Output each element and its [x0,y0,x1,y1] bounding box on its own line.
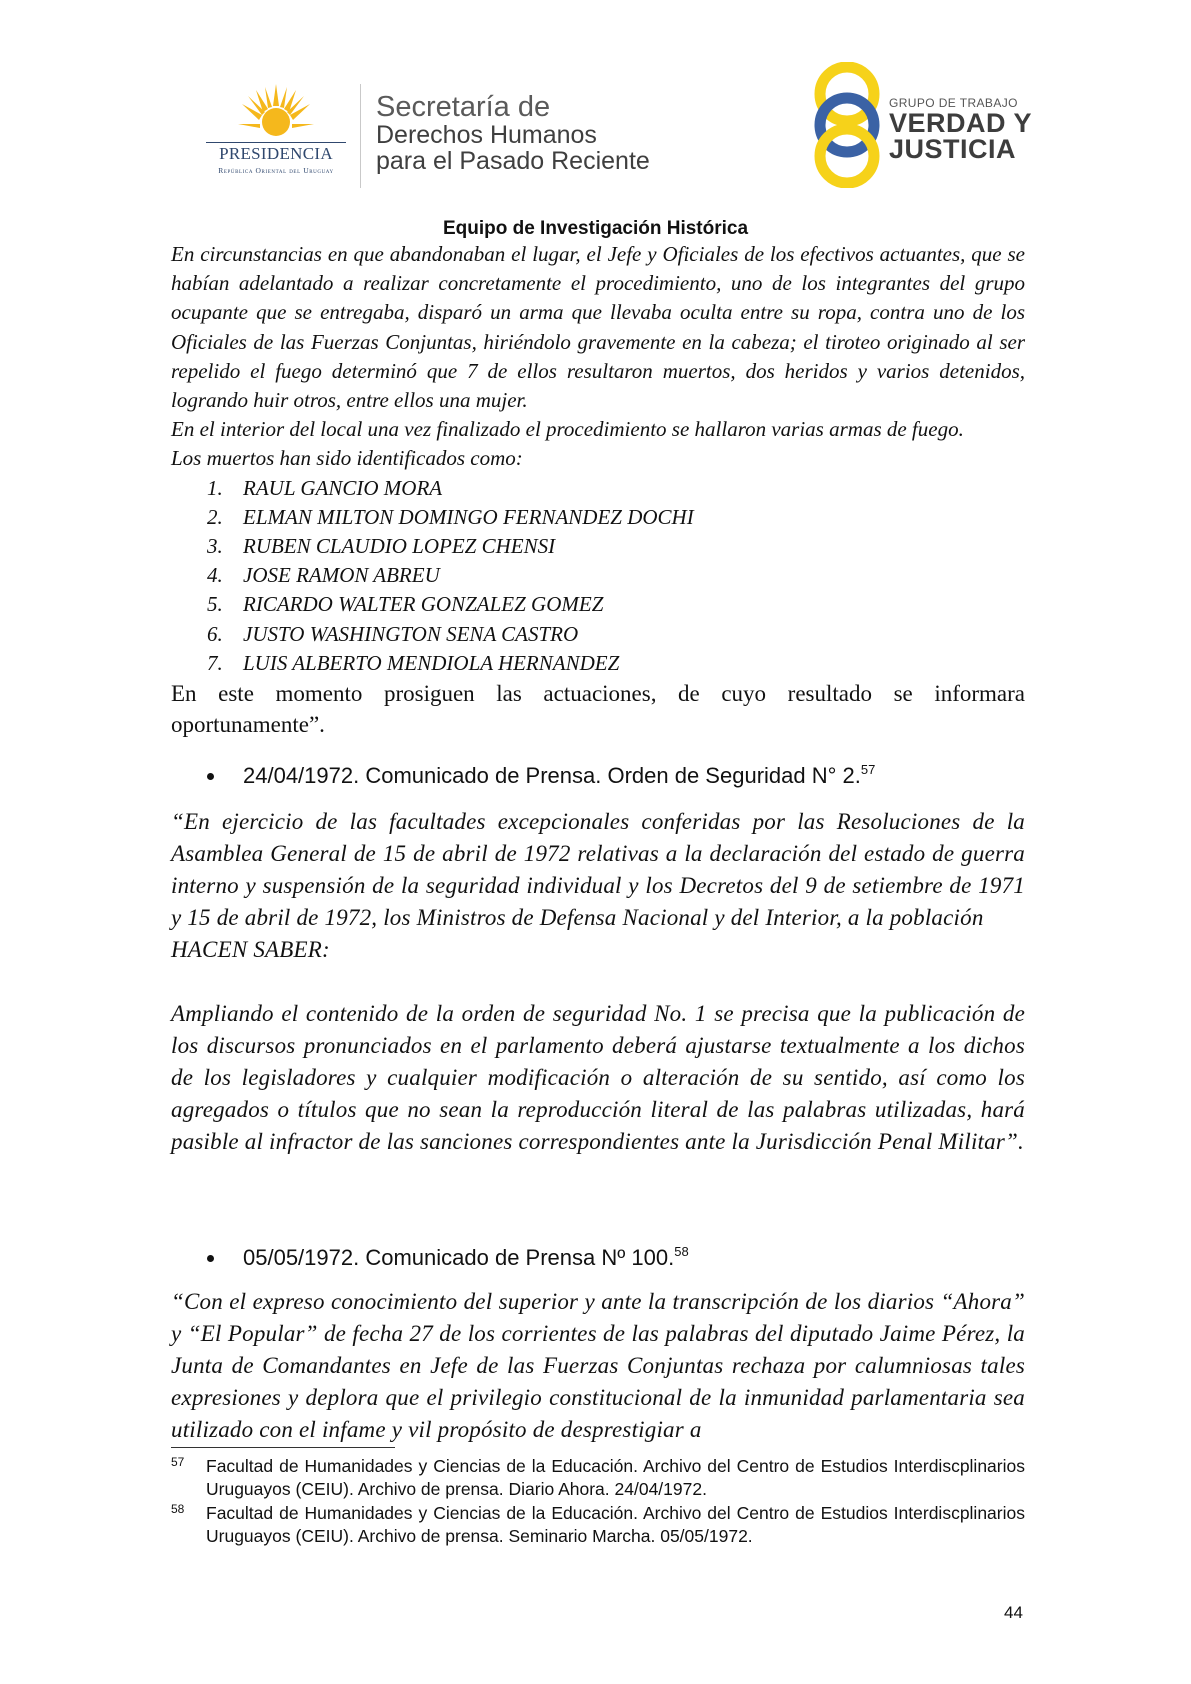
interior-line: En el interior del local una vez finalizado el procedimiento se hallaron varias armas de fuego. [171,417,964,442]
list-item: 4. JOSE RAMON ABREU [207,563,440,588]
quote-paragraph-2: Ampliando el contenido de la orden de seguridad No. 1 se precisa que la publicación de los discursos pronunciados en el parlamento deberá ajustarse textualmente a los dichos de los legisladores y cualquier modificación o alteración de su sentido, así como los agregados o títulos que no sean la reproducción literal de las palabras utilizadas, hará pasible al infractor de las sanciones correspondientes ante la Jurisdicción Penal Militar”. [171,1001,1025,1154]
list-item: 7. LUIS ALBERTO MENDIOLA HERNANDEZ [207,650,620,675]
body-section-1 [171,240,1025,740]
footnote-separator [171,1447,395,1448]
bullet-dot-icon [207,1255,214,1262]
footnote-ref: 58 [674,1244,689,1259]
presidencia-rule [206,142,346,143]
bullet-1-text: 24/04/1972. Comunicado de Prensa. Orden de Seguridad N° 2. [243,763,861,788]
body-section-3 [171,1286,1025,1446]
muertos-line: Los muertos han sido identificados como: [171,446,523,471]
sun-emblem-icon [238,82,314,146]
secretaria-logo-text [376,92,650,174]
footnote-number: 57 [171,1455,185,1469]
secretaria-line-2: Derechos Humanos [376,121,597,149]
page-number: 44 [1004,1603,1023,1622]
page-heading: Equipo de Investigación Histórica [442,218,749,239]
footnote-text: Facultad de Humanidades y Ciencias de la Educación. Archivo del Centro de Estudios Interdiscplinarios Uruguayos (CEIU). Archivo de prensa. Diario Ahora. 24/04/1972. [206,1456,1025,1499]
hacen-saber: HACEN SABER: [171,937,330,962]
footnote-57 [171,1455,1025,1501]
list-item: 6. JUSTO WASHINGTON SENA CASTRO [207,621,579,646]
presidencia-sublabel: República Oriental del Uruguay [218,166,334,175]
footnote-number: 58 [171,1502,185,1516]
intro-paragraph: En circunstancias en que abandonaban el lugar, el Jefe y Oficiales de los efectivos actuantes, que se habían adelantado a realizar concretamente el procedimiento, uno de los integrantes del grupo ocupante que se entregaba, disparó un arma que llevaba oculta entre su ropa, contra uno de los Oficiales de las Fuerzas Conjuntas, hiriéndolo gravemente en la cabeza; el tiroteo originado al ser repelido el fuego determinó que 7 de ellos resultaron muertos, dos heridos y varios detenidos, logrando huir otros, entre ellos una mujer. [171,242,1025,413]
bullet-2-text: 05/05/1972. Comunicado de Prensa Nº 100. [243,1245,675,1270]
secretaria-line-1: Secretaría de [376,91,551,123]
momento-paragraph: En este momento prosiguen las actuaciones, de cuyo resultado se informara oportunamente”. [171,681,1025,738]
body-section-2 [171,806,1025,1158]
verdad-justicia-logo-text [889,96,1032,162]
presidencia-label: PRESIDENCIA [219,144,333,163]
gtvj-line-2: VERDAD Y [889,108,1033,138]
presidencia-logo [196,82,356,190]
footnote-ref: 57 [860,762,876,777]
list-item: 1. RAUL GANCIO MORA [207,475,443,500]
quote-paragraph-1: “En ejercicio de las facultades excepcionales conferidas por las Resoluciones de la Asamblea General de 15 de abril de 1972 relativas a la declaración del estado de guerra interno y suspensión de la seguridad individual y los Decretos del 9 de setiembre de 1971 y 15 de abril de 1972, los Ministros de Defensa Nacional y del Interior, a la población [171,809,1025,930]
footnote-58 [171,1502,1025,1548]
quote-paragraph-3: “Con el expreso conocimiento del superior y ante la transcripción de los diarios “Ahora” y “El Popular” de fecha 27 de los corrientes de las palabras del diputado Jaime Pérez, la Junta de Comandantes en Jefe de las Fuerzas Conjuntas rechaza por calumniosas tales expresiones y deplora que el privilegio constitucional de la inmunidad parlamentaria sea utilizado con el infame y vil propósito de desprestigiar a [171,1289,1025,1442]
muertos-list [171,474,1025,678]
bullet-dot-icon [207,773,214,780]
list-item: 5. RICARDO WALTER GONZALEZ GOMEZ [207,592,604,617]
header-divider [360,84,361,188]
list-item: 2. ELMAN MILTON DOMINGO FERNANDEZ DOCHI [207,504,694,529]
list-item: 3. RUBEN CLAUDIO LOPEZ CHENSI [207,534,556,559]
gtvj-line-1: GRUPO DE TRABAJO [889,96,1018,110]
gtvj-line-3: JUSTICIA [889,134,1017,164]
secretaria-line-3: para el Pasado Reciente [376,147,650,175]
footnote-text: Facultad de Humanidades y Ciencias de la Educación. Archivo del Centro de Estudios Interdiscplinarios Uruguayos (CEIU). Archivo de prensa. Seminario Marcha. 05/05/1972. [206,1503,1025,1546]
